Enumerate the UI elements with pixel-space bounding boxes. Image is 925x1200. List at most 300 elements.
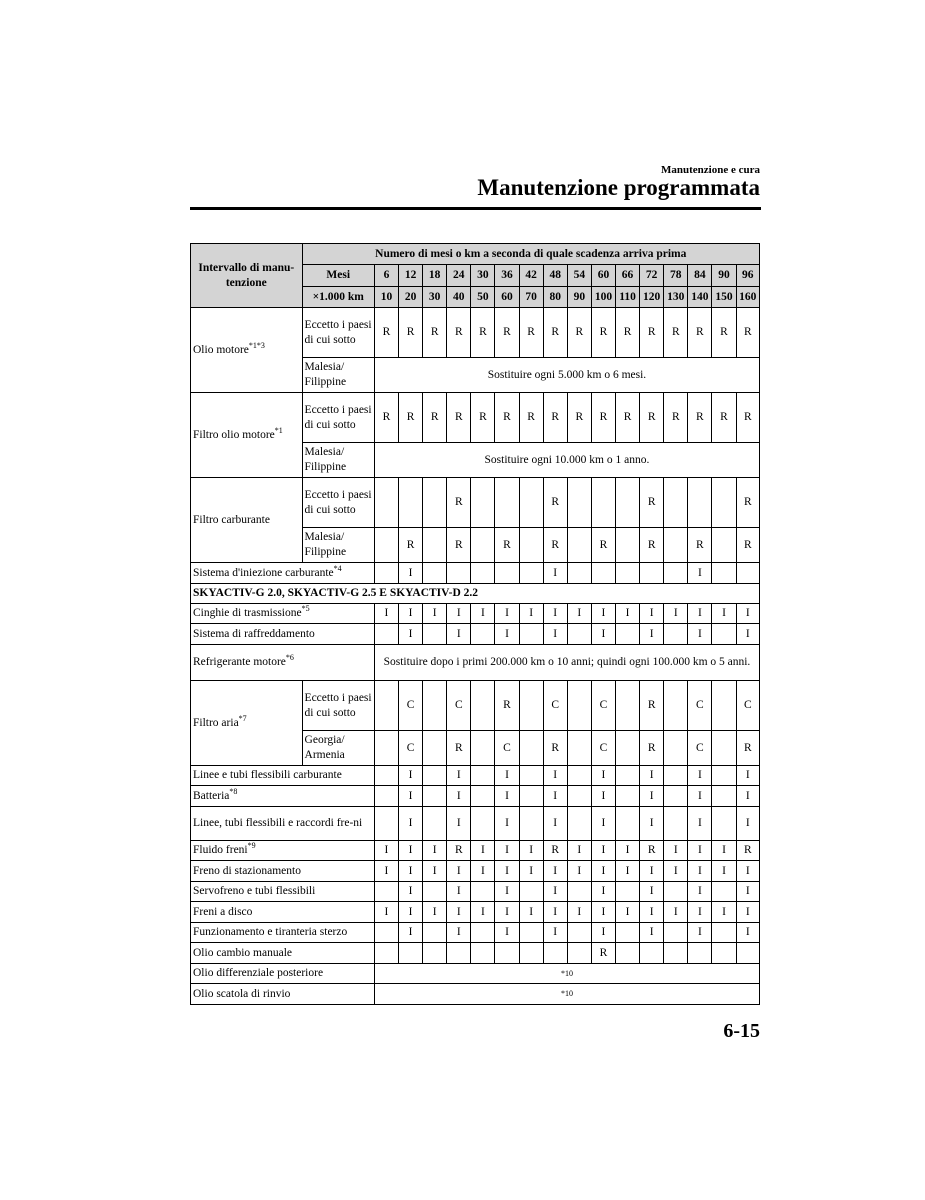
footnote-ref: *10 [374,964,759,984]
interval-cell: I [543,563,567,584]
row-label: Cinghie di trasmissione$^{*5}$ [191,604,375,624]
interval-cell: R [495,681,519,731]
month-cell: 18 [423,265,447,287]
footnote-ref: *10 [374,984,759,1005]
interval-cell [471,624,495,645]
interval-cell [664,943,688,964]
row-label: Filtro aria$^{*7}$ [191,681,303,766]
interval-cell: I [591,766,615,786]
interval-cell: I [567,861,591,882]
row-label: Filtro carburante [191,478,303,563]
interval-cell: I [399,861,423,882]
interval-cell: I [543,766,567,786]
interval-cell: I [591,882,615,902]
interval-cell: R [640,393,664,443]
row-label: Olio motore$^{*1*3}$ [191,308,303,393]
interval-cell [567,731,591,766]
interval-cell [471,528,495,563]
interval-cell [664,478,688,528]
km-cell: 20 [399,287,423,308]
interval-cell [616,478,640,528]
km-cell: 50 [471,287,495,308]
footnote-ref: *7 [238,713,247,723]
interval-cell: I [495,604,519,624]
schedule-row [191,984,760,1005]
interval-cell: I [591,923,615,943]
interval-cell [616,882,640,902]
interval-cell: C [688,731,712,766]
section-label: Manutenzione e cura [661,164,760,176]
month-cell: 66 [616,265,640,287]
interval-cell: I [399,766,423,786]
interval-cell: R [543,731,567,766]
month-cell: 78 [664,265,688,287]
row-label: Linee e tubi flessibili carburante [191,766,375,786]
interval-cell [471,563,495,584]
interval-cell [423,923,447,943]
interval-cell [616,528,640,563]
month-cell: 60 [591,265,615,287]
interval-cell: I [712,902,736,923]
interval-cell: R [374,393,398,443]
interval-cell: I [712,841,736,861]
interval-cell: I [736,807,759,841]
interval-cell: R [640,308,664,358]
interval-cell: I [616,861,640,882]
interval-cell [471,807,495,841]
row-label: Sistema d'iniezione carburante$^{*4}$ [191,563,375,584]
interval-cell [399,943,423,964]
row-label: Sistema di raffreddamento [191,624,375,645]
interval-cell [664,807,688,841]
interval-cell: R [495,393,519,443]
interval-cell [423,731,447,766]
schedule-row [191,964,760,984]
interval-cell [519,528,543,563]
interval-cell: C [591,681,615,731]
interval-cell: I [640,902,664,923]
interval-cell: I [447,604,471,624]
interval-cell: I [543,861,567,882]
month-cell: 6 [374,265,398,287]
interval-cell [664,624,688,645]
interval-cell: R [616,393,640,443]
interval-cell: R [399,393,423,443]
interval-cell: R [471,393,495,443]
interval-cell: I [495,923,519,943]
interval-cell [736,943,759,964]
interval-cell [664,528,688,563]
interval-cell: C [495,731,519,766]
footnote-ref: *9 [247,841,256,851]
interval-cell: R [495,308,519,358]
km-label: ×1.000 km [302,287,374,308]
interval-caption: Numero di mesi o km a seconda di quale scadenza arriva prima [302,244,759,265]
interval-cell: R [640,681,664,731]
interval-cell: R [519,393,543,443]
row-sublabel: Eccetto i paesi di cui sotto [302,681,374,731]
interval-cell [423,624,447,645]
interval-cell: R [447,478,471,528]
schedule-row [191,624,760,645]
km-cell: 100 [591,287,615,308]
interval-cell [616,807,640,841]
interval-cell [616,681,640,731]
month-cell: 42 [519,265,543,287]
row-label: Freni a disco [191,902,375,923]
interval-cell: I [664,902,688,923]
interval-cell: I [567,841,591,861]
interval-cell: I [688,563,712,584]
interval-cell [519,624,543,645]
km-cell: 90 [567,287,591,308]
interval-cell: R [736,478,759,528]
interval-cell [712,766,736,786]
interval-cell [664,786,688,807]
row-label: Refrigerante motore$^{*6}$ [191,645,375,681]
interval-cell: I [640,624,664,645]
interval-cell [519,478,543,528]
km-cell: 140 [688,287,712,308]
interval-cell: R [519,308,543,358]
interval-cell [374,786,398,807]
interval-cell: I [519,841,543,861]
interval-cell: R [447,393,471,443]
km-cell: 150 [712,287,736,308]
interval-cell: I [616,604,640,624]
interval-cell: I [591,861,615,882]
interval-cell [471,731,495,766]
interval-cell [591,478,615,528]
footnote-ref: *1*3 [248,340,265,350]
interval-cell: I [374,902,398,923]
km-cell: 160 [736,287,759,308]
maintenance-schedule-table [190,243,760,1005]
interval-cell [567,478,591,528]
interval-cell: C [736,681,759,731]
interval-cell [640,943,664,964]
interval-cell: R [640,478,664,528]
interval-cell: I [495,786,519,807]
interval-note: Sostituire dopo i primi 200.000 km o 10 anni; quindi ogni 100.000 km o 5 anni. [374,645,759,681]
interval-cell: R [447,308,471,358]
interval-cell: R [399,308,423,358]
interval-cell [664,923,688,943]
interval-cell: I [447,786,471,807]
schedule-row [191,861,760,882]
interval-cell: I [447,882,471,902]
km-cell: 110 [616,287,640,308]
interval-cell [567,807,591,841]
km-cell: 70 [519,287,543,308]
interval-cell [664,882,688,902]
interval-cell: I [495,624,519,645]
interval-cell [495,478,519,528]
interval-cell [447,943,471,964]
interval-cell [519,943,543,964]
interval-cell: I [495,766,519,786]
interval-cell [567,528,591,563]
interval-cell: I [495,841,519,861]
interval-cell: I [712,861,736,882]
interval-cell: I [640,861,664,882]
interval-cell: I [688,766,712,786]
km-cell: 40 [447,287,471,308]
interval-cell [374,766,398,786]
interval-cell [519,681,543,731]
interval-cell: I [736,861,759,882]
interval-cell [423,766,447,786]
interval-cell [616,624,640,645]
interval-cell [712,478,736,528]
interval-cell: I [399,807,423,841]
interval-cell: R [591,308,615,358]
month-cell: 12 [399,265,423,287]
interval-cell [471,882,495,902]
interval-cell [567,681,591,731]
interval-cell [712,923,736,943]
month-cell: 54 [567,265,591,287]
interval-cell: I [399,563,423,584]
interval-cell [591,563,615,584]
interval-note: Sostituire ogni 10.000 km o 1 anno. [374,443,759,478]
interval-cell: I [447,902,471,923]
interval-cell: R [640,841,664,861]
interval-cell: I [374,841,398,861]
month-cell: 90 [712,265,736,287]
km-cell: 80 [543,287,567,308]
interval-cell: R [712,393,736,443]
interval-cell: I [519,604,543,624]
interval-cell: I [399,902,423,923]
interval-cell: R [736,731,759,766]
interval-cell: I [736,624,759,645]
interval-cell: I [543,807,567,841]
row-label: Filtro olio motore$^{*1}$ [191,393,303,478]
row-sublabel: Malesia/ Filippine [302,528,374,563]
interval-cell: I [374,861,398,882]
schedule-row [191,563,760,584]
months-label: Mesi [302,265,374,287]
schedule-row [191,393,760,443]
interval-cell [495,943,519,964]
interval-cell: I [688,923,712,943]
interval-cell: I [736,923,759,943]
interval-cell: I [495,807,519,841]
interval-note: Sostituire ogni 5.000 km o 6 mesi. [374,358,759,393]
interval-cell [664,766,688,786]
title-rule [190,207,761,210]
interval-cell: R [447,841,471,861]
interval-cell: R [423,393,447,443]
interval-cell: I [591,807,615,841]
interval-cell: R [495,528,519,563]
interval-cell: I [543,902,567,923]
interval-cell [712,681,736,731]
interval-cell: I [736,902,759,923]
interval-cell: I [616,841,640,861]
interval-cell: I [736,766,759,786]
page-number: 6-15 [723,1020,760,1042]
interval-cell: I [664,841,688,861]
interval-cell: R [471,308,495,358]
interval-cell [567,563,591,584]
interval-cell: R [591,943,615,964]
interval-cell: R [688,308,712,358]
interval-cell: C [399,731,423,766]
interval-cell: R [640,731,664,766]
interval-cell [519,786,543,807]
row-label: Olio cambio manuale [191,943,375,964]
interval-cell [616,923,640,943]
row-label: Fluido freni$^{*9}$ [191,841,375,861]
interval-cell: I [591,624,615,645]
interval-cell [567,943,591,964]
interval-cell [374,624,398,645]
interval-cell [519,807,543,841]
interval-cell: R [543,393,567,443]
interval-cell [712,528,736,563]
schedule-row [191,923,760,943]
interval-cell [688,478,712,528]
interval-cell: I [495,902,519,923]
km-cell: 60 [495,287,519,308]
interval-cell [664,681,688,731]
interval-cell: R [399,528,423,563]
interval-cell: I [399,604,423,624]
row-label: Funzionamento e tiranteria sterzo [191,923,375,943]
footnote-ref: *5 [301,604,310,614]
interval-cell [374,943,398,964]
interval-cell: I [495,882,519,902]
interval-cell: I [640,766,664,786]
interval-header: Intervallo di manu-tenzione [191,244,303,308]
row-label: Linee, tubi flessibili e raccordi fre-ni [191,807,375,841]
interval-cell [374,478,398,528]
interval-cell: I [423,902,447,923]
interval-cell [736,563,759,584]
interval-cell: I [423,604,447,624]
interval-cell: I [688,604,712,624]
month-cell: 48 [543,265,567,287]
interval-cell: I [374,604,398,624]
interval-cell: I [664,604,688,624]
interval-cell: R [688,528,712,563]
engine-group-label: SKYACTIV-G 2.0, SKYACTIV-G 2.5 E SKYACTIV-D 2.2 [191,584,760,604]
interval-cell [688,943,712,964]
schedule-row [191,882,760,902]
interval-cell [423,882,447,902]
interval-cell: I [399,624,423,645]
interval-cell: I [519,861,543,882]
interval-cell: I [688,841,712,861]
interval-cell: I [712,604,736,624]
interval-cell: I [591,604,615,624]
interval-cell: I [736,604,759,624]
interval-cell [423,943,447,964]
interval-cell: I [543,923,567,943]
interval-cell: C [543,681,567,731]
interval-cell: R [423,308,447,358]
interval-cell [471,943,495,964]
engine-group-row [191,584,760,604]
interval-cell: R [543,478,567,528]
interval-cell [423,786,447,807]
month-cell: 72 [640,265,664,287]
interval-cell [567,923,591,943]
interval-cell [616,563,640,584]
interval-cell: I [423,841,447,861]
interval-cell: C [591,731,615,766]
interval-cell [712,882,736,902]
km-cell: 130 [664,287,688,308]
interval-cell: I [567,902,591,923]
interval-cell: I [399,841,423,861]
interval-cell: R [736,308,759,358]
interval-cell: R [688,393,712,443]
interval-cell: R [736,393,759,443]
month-cell: 84 [688,265,712,287]
interval-cell: I [543,604,567,624]
interval-cell: I [447,923,471,943]
interval-cell [471,766,495,786]
km-cell: 120 [640,287,664,308]
footnote-ref: *1 [274,425,283,435]
interval-cell: I [543,624,567,645]
row-label: Olio differenziale posteriore [191,964,375,984]
km-cell: 30 [423,287,447,308]
interval-cell: I [447,624,471,645]
interval-cell: I [471,604,495,624]
interval-cell [374,681,398,731]
interval-cell [471,786,495,807]
interval-cell [543,943,567,964]
footnote-ref: *6 [285,653,294,663]
interval-cell: R [567,393,591,443]
interval-cell: I [471,841,495,861]
interval-cell: I [736,786,759,807]
footnote-ref: *8 [229,786,238,796]
interval-cell [374,563,398,584]
interval-cell [567,786,591,807]
interval-cell [423,563,447,584]
interval-cell [567,882,591,902]
interval-cell [374,807,398,841]
interval-cell: I [736,882,759,902]
interval-cell: I [399,923,423,943]
schedule-row [191,943,760,964]
interval-cell: R [374,308,398,358]
interval-cell [423,807,447,841]
schedule-row [191,786,760,807]
interval-cell [447,563,471,584]
interval-cell [616,943,640,964]
interval-cell [423,681,447,731]
schedule-row [191,807,760,841]
row-sublabel: Malesia/ Filippine [302,443,374,478]
interval-cell [519,923,543,943]
km-cell: 10 [374,287,398,308]
interval-cell: R [736,841,759,861]
interval-cell [712,943,736,964]
interval-cell: I [640,923,664,943]
interval-cell: R [736,528,759,563]
interval-cell: I [543,786,567,807]
interval-cell [664,563,688,584]
interval-cell: I [640,807,664,841]
interval-cell: I [688,624,712,645]
interval-cell: I [399,882,423,902]
